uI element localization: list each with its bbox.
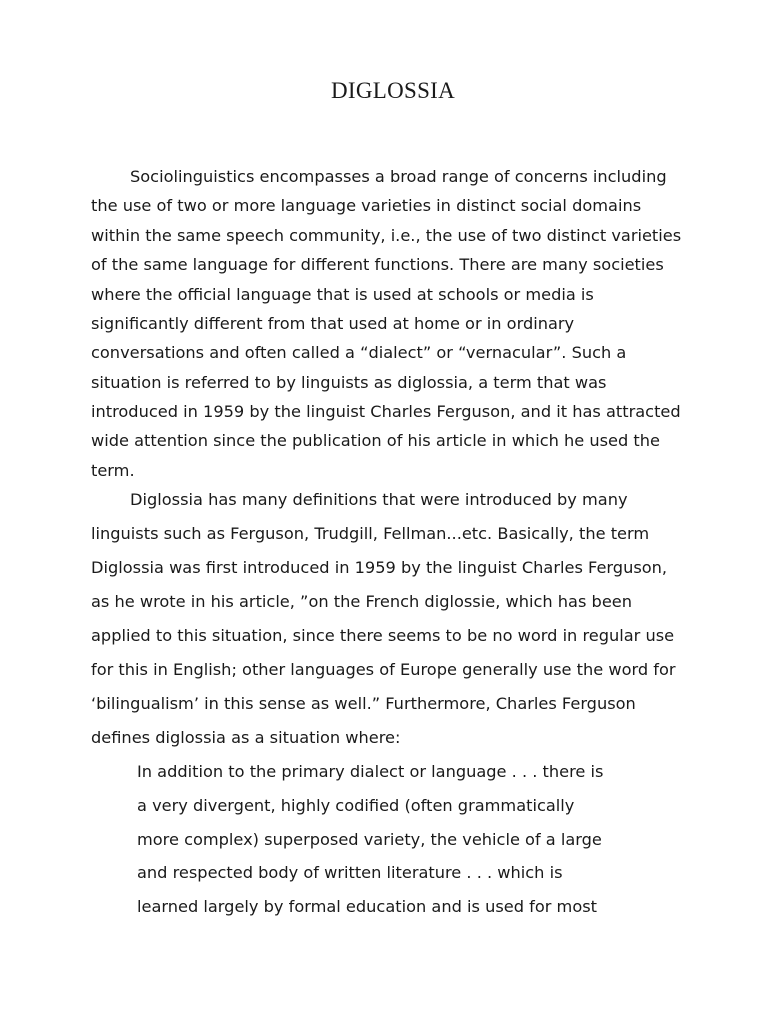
text-line: wide attention since the publication of his article in which he used the: [91, 431, 660, 450]
text-line: within the same speech community, i.e., the use of two distinct varieties: [91, 226, 682, 245]
text-line: the use of two or more language varieties in distinct social domains: [91, 196, 642, 215]
text-line: Diglossia has many definitions that were introduced by many: [130, 490, 628, 509]
quote-line: In addition to the primary dialect or language . . . there is: [137, 762, 604, 781]
text-line: linguists such as Ferguson, Trudgill, Fellman...etc. Basically, the term: [91, 524, 650, 543]
quote-line: more complex) superposed variety, the vehicle of a large: [137, 830, 602, 849]
text-line: as he wrote in his article, ”on the French diglossie, which has been: [91, 592, 632, 611]
text-line: situation is referred to by linguists as diglossia, a term that was: [91, 373, 607, 392]
text-line: applied to this situation, since there seems to be no word in regular use: [91, 626, 675, 645]
document-title: DIGLOSSIA: [330, 78, 456, 103]
text-line: where the official language that is used at schools or media is: [91, 285, 594, 304]
text-line: Diglossia was first introduced in 1959 by the linguist Charles Ferguson,: [91, 558, 668, 577]
quote-line: and respected body of written literature . . . which is: [137, 863, 563, 882]
text-line: Sociolinguistics encompasses a broad range of concerns including: [130, 167, 667, 186]
text-line: for this in English; other languages of Europe generally use the word for: [91, 660, 676, 679]
quote-line: a very divergent, highly codified (often grammatically: [137, 796, 575, 815]
text-line: defines diglossia as a situation where:: [91, 728, 401, 747]
text-line: conversations and often called a “dialect” or “vernacular”. Such a: [91, 343, 627, 362]
text-line: of the same language for different functions. There are many societies: [91, 255, 664, 274]
quote-line: learned largely by formal education and is used for most: [137, 897, 598, 916]
text-line: significantly different from that used at home or in ordinary: [91, 314, 575, 333]
text-line: ‘bilingualism’ in this sense as well.” Furthermore, Charles Ferguson: [91, 694, 636, 713]
text-line: introduced in 1959 by the linguist Charles Ferguson, and it has attracted: [91, 402, 681, 421]
text-line: term.: [91, 461, 135, 480]
